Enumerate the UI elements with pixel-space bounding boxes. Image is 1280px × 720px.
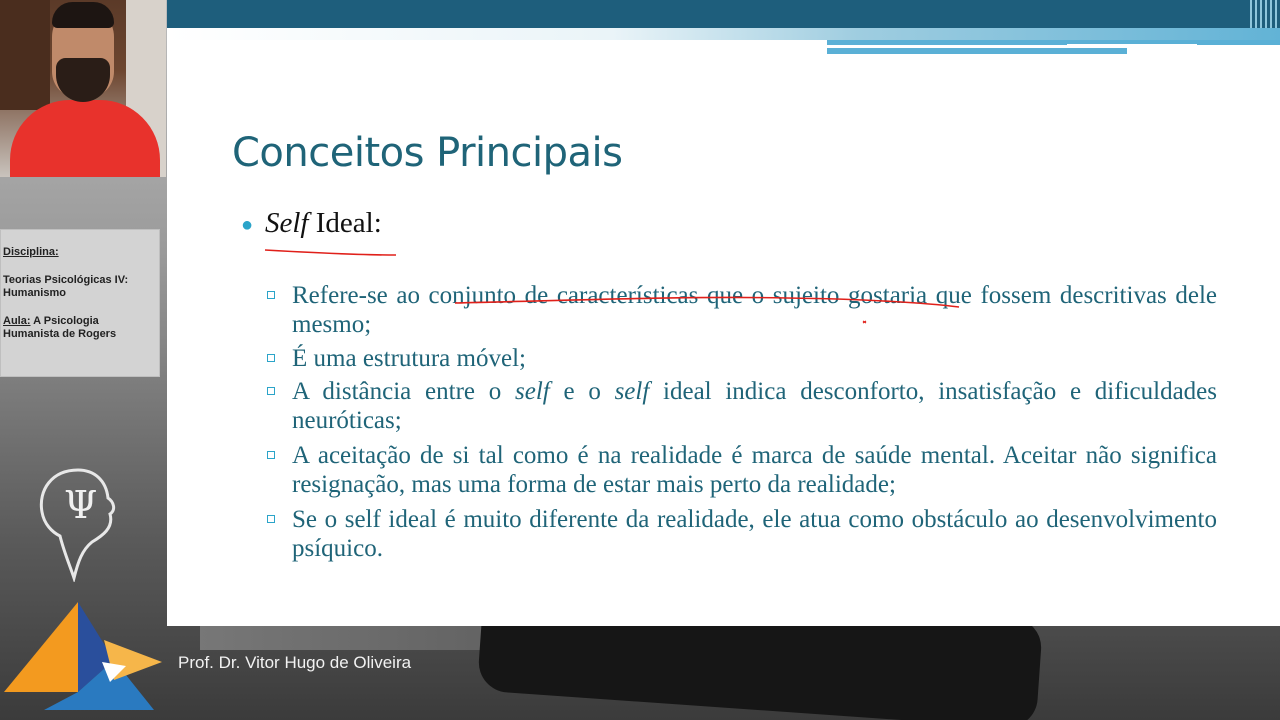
sub-bullet-italic-text: self: [515, 378, 550, 405]
square-bullet-icon: [267, 291, 275, 299]
slide-stripe: [827, 48, 1127, 54]
square-bullet-icon: [267, 451, 275, 459]
sub-bullet-text-part: É uma estrutura móvel;: [292, 345, 526, 372]
aula-label: Aula:: [3, 315, 31, 327]
square-bullet-icon: [267, 387, 275, 395]
presenter-webcam: [0, 0, 166, 177]
disciplina-label: Disciplina:: [3, 246, 59, 258]
webcam-presenter-hair: [52, 2, 114, 28]
aula-value: A Psicologia Humanista de Rogers: [3, 315, 117, 340]
square-bullet-icon: [267, 354, 275, 362]
slide-corner-lines: [1247, 0, 1280, 28]
square-bullet-icon: [267, 515, 275, 523]
psi-symbol: Ψ: [64, 483, 98, 527]
sub-bullet-text-part: A aceitação de si tal como é na realidade é marca de saúde mental. Aceitar não significa resignação, mas uma forma de estar mais perto da realidade;: [292, 442, 1217, 498]
slide-top-bar: [167, 0, 1280, 28]
sub-bullet: [267, 505, 1217, 563]
psi-head-logo-icon: [30, 462, 120, 582]
sub-bullet-text: [292, 377, 1217, 435]
sub-bullet-italic-text: self: [614, 378, 650, 405]
disciplina-value: Teorias Psicológicas IV: Humanismo: [3, 274, 129, 299]
main-bullet-text: Ideal:: [308, 207, 382, 239]
sub-bullet-text: [292, 344, 1217, 373]
main-bullet-italic: Self: [265, 207, 309, 239]
sub-bullet-text-part: ideal indica desconforto, insatisfação e dificuldades neuróticas;: [292, 378, 1217, 434]
sub-bullet: [267, 377, 1217, 435]
sub-bullet-text-part: Refere-se ao conjunto de características que o sujeito gostaria que fossem descritivas dele mesmo;: [292, 282, 1217, 338]
slide-title: Conceitos Principais: [232, 130, 623, 176]
slide-stripe: [1067, 44, 1197, 46]
sub-bullet-text-part: Se o self ideal é muito diferente da realidade, ele atua como obstáculo ao desenvolvimento psíquico.: [292, 506, 1217, 562]
sub-bullet-text-part: e o: [549, 378, 615, 405]
webcam-presenter-beard: [56, 58, 110, 102]
sub-bullet-text-part: A distância entre o: [292, 378, 515, 405]
slide-stripe: [827, 40, 1280, 45]
bullet-dot-icon: ●: [241, 214, 254, 236]
underline-self-ideal: [265, 250, 396, 255]
professor-name: Prof. Dr. Vitor Hugo de Oliveira: [178, 653, 412, 672]
slide-top-gradient: [167, 28, 1280, 40]
sub-bullet: [267, 441, 1217, 499]
sub-bullet: [267, 344, 1217, 373]
presentation-slide: [167, 0, 1280, 626]
course-info-panel: [0, 229, 160, 377]
sub-bullet-text: [292, 441, 1217, 499]
sub-bullet: [267, 281, 1217, 339]
webcam-door: [0, 0, 50, 110]
sub-bullet-text: [292, 281, 1217, 339]
aula-block: [3, 315, 157, 341]
institution-triangle-logo-icon: [4, 600, 162, 712]
sub-bullet-text: [292, 505, 1217, 563]
